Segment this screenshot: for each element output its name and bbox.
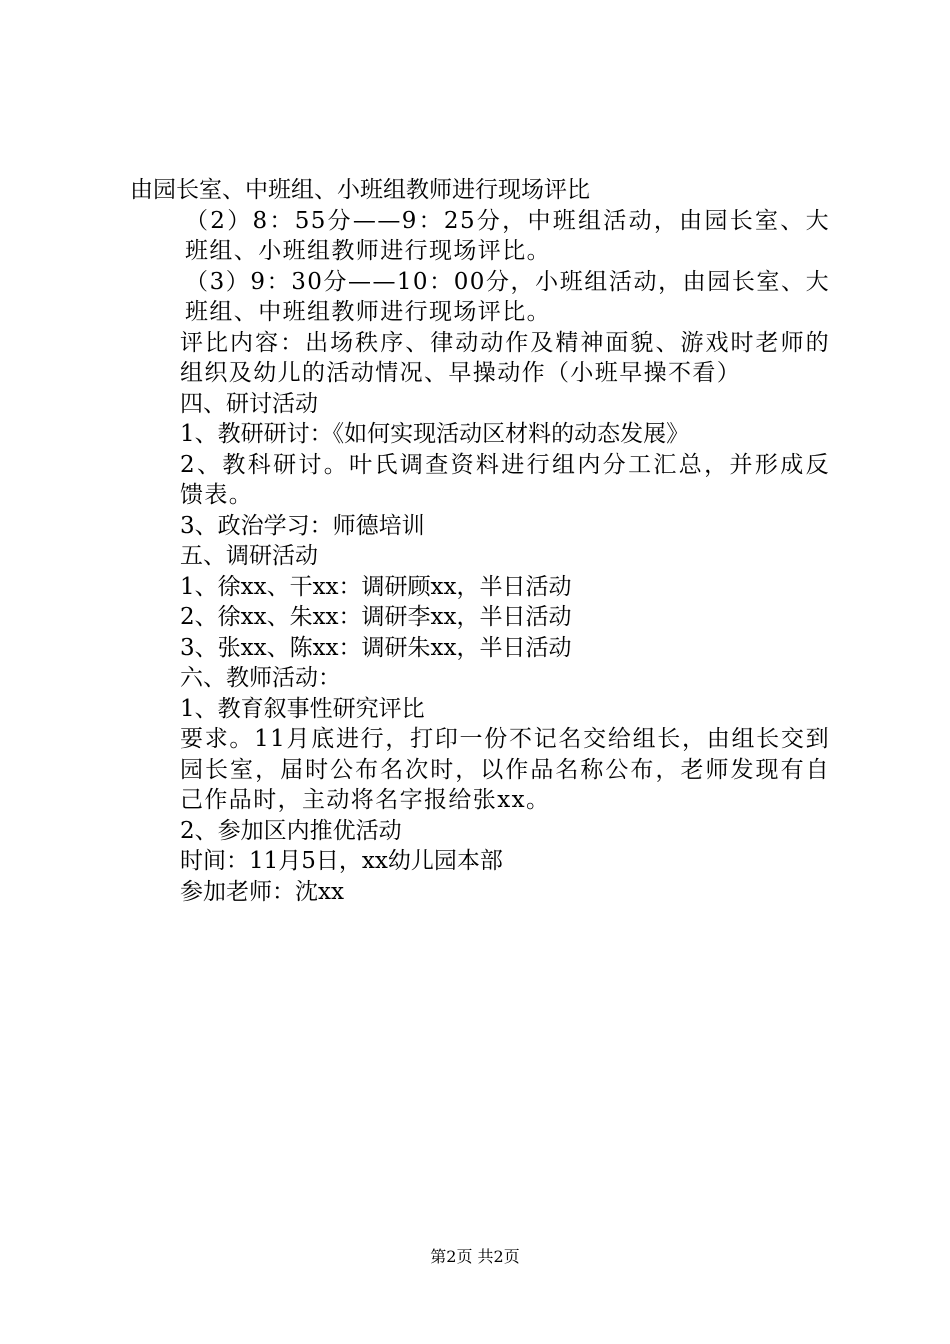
paragraph: 2、徐xx、朱xx：调研李xx，半日活动 (180, 604, 572, 630)
paragraph: （3）9：30分——10：00分，小班组活动，由园长室、大班组、中班组教师进行现场评比。 (185, 268, 830, 325)
paragraph: 参加老师：沈xx (180, 878, 344, 905)
paragraph: 评比内容：出场秩序、律动动作及精神面貌、游戏时老师的组织及幼儿的活动情况、早操动作（小班早操不看） (180, 329, 830, 386)
paragraph: 1、教育叙事性研究评比 (180, 695, 425, 722)
document-body (130, 175, 830, 907)
paragraph: （2）8：55分——9：25分，中班组活动，由园长室、大班组、小班组教师进行现场评比。 (185, 207, 830, 264)
paragraph: 1、教研研讨：《如何实现活动区材料的动态发展》 (180, 421, 690, 447)
paragraph: 2、教科研讨。叶氏调查资料进行组内分工汇总，并形成反馈表。 (180, 451, 830, 508)
paragraph: 3、政治学习：师德培训 (180, 512, 425, 539)
paragraph: 3、张xx、陈xx：调研朱xx，半日活动 (180, 634, 572, 661)
paragraph: 要求。11月底进行，打印一份不记名交给组长，由组长交到园长室，届时公布名次时，以作品名称公布，老师发现有自己作品时，主动将名字报给张xx。 (180, 726, 830, 813)
page-footer: 第2页 共2页 (430, 1247, 520, 1266)
section-heading: 五、调研活动 (180, 543, 318, 569)
paragraph: 2、参加区内推优活动 (180, 817, 402, 844)
paragraph: 时间：11月5日，xx幼儿园本部 (180, 848, 503, 874)
paragraph: 由园长室、中班组、小班组教师进行现场评比 (130, 177, 590, 203)
section-heading: 六、教师活动： (180, 665, 341, 691)
paragraph: 1、徐xx、干xx：调研顾xx，半日活动 (180, 573, 572, 600)
section-heading: 四、研讨活动 (180, 390, 318, 417)
